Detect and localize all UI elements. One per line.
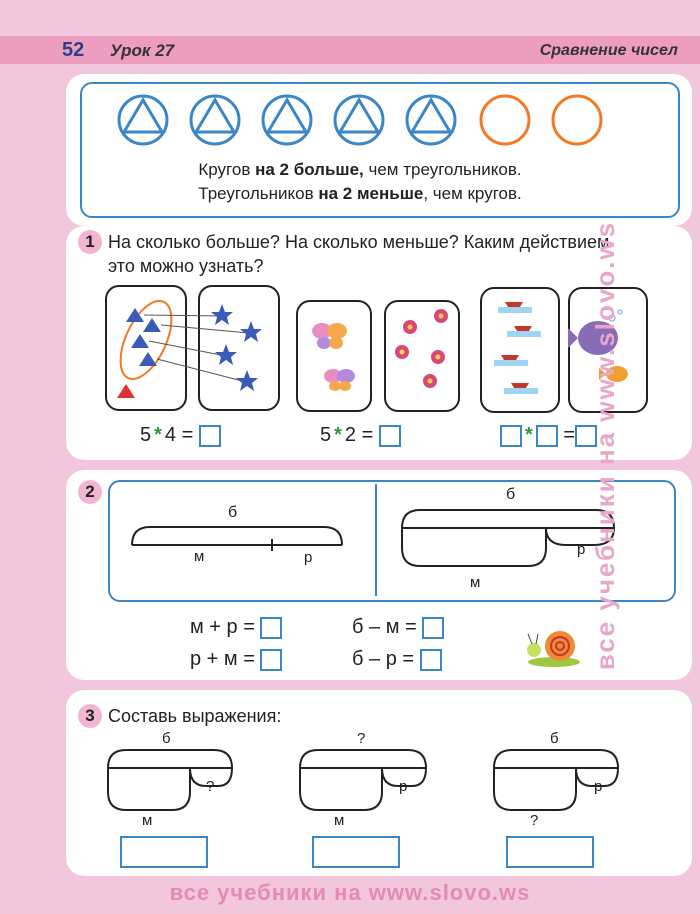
expression-box-1[interactable] (120, 836, 208, 868)
task1-eq3: * = (500, 424, 597, 447)
d2-side: р (399, 778, 408, 795)
intro-line-1: Кругов на 2 больше, чем треугольников. (198, 160, 522, 179)
page-number: 52 (62, 39, 85, 61)
d3-side: р (594, 778, 603, 795)
left-label-top: б (228, 504, 238, 521)
task2-expr1: м + р = (190, 616, 282, 639)
task1-eq2: 5 * 2 = (320, 424, 401, 447)
expression-box-3[interactable] (506, 836, 594, 868)
task3-text: Составь выражения: (108, 706, 282, 726)
d1-side: ? (206, 778, 215, 795)
side-watermark: все учебники на www.slovo.ws (589, 220, 620, 671)
task3-number: 3 (78, 704, 102, 728)
left-label-r: р (304, 549, 313, 566)
d1-top: б (162, 730, 171, 747)
topic-title: Сравнение чисел (539, 42, 678, 59)
d3-bottom: ? (530, 812, 539, 829)
task1-number: 1 (78, 230, 102, 254)
expression-box-2[interactable] (312, 836, 400, 868)
d2-top: ? (357, 730, 366, 747)
task2-expr4: б – р = (352, 648, 442, 671)
right-label-m: м (470, 574, 481, 591)
d2-bottom: м (334, 812, 345, 829)
task1-question: На сколько больше? На сколько меньше? Каким действием это можно узнать? (108, 232, 610, 276)
right-label-top: б (506, 486, 516, 503)
right-label-r: р (577, 541, 586, 558)
intro-line-2: Треугольников на 2 меньше, чем кругов. (198, 184, 522, 203)
footer-watermark: все учебники на www.slovo.ws (169, 880, 531, 905)
lesson-title: Урок 27 (110, 41, 175, 60)
task2-number: 2 (78, 480, 102, 504)
task2-expr2: р + м = (190, 648, 282, 671)
d1-bottom: м (142, 812, 153, 829)
task1-eq1: 5 * 4 = (140, 424, 221, 447)
d3-top: б (550, 730, 559, 747)
left-label-m: м (194, 548, 205, 565)
task2-expr3: б – м = (352, 616, 444, 639)
